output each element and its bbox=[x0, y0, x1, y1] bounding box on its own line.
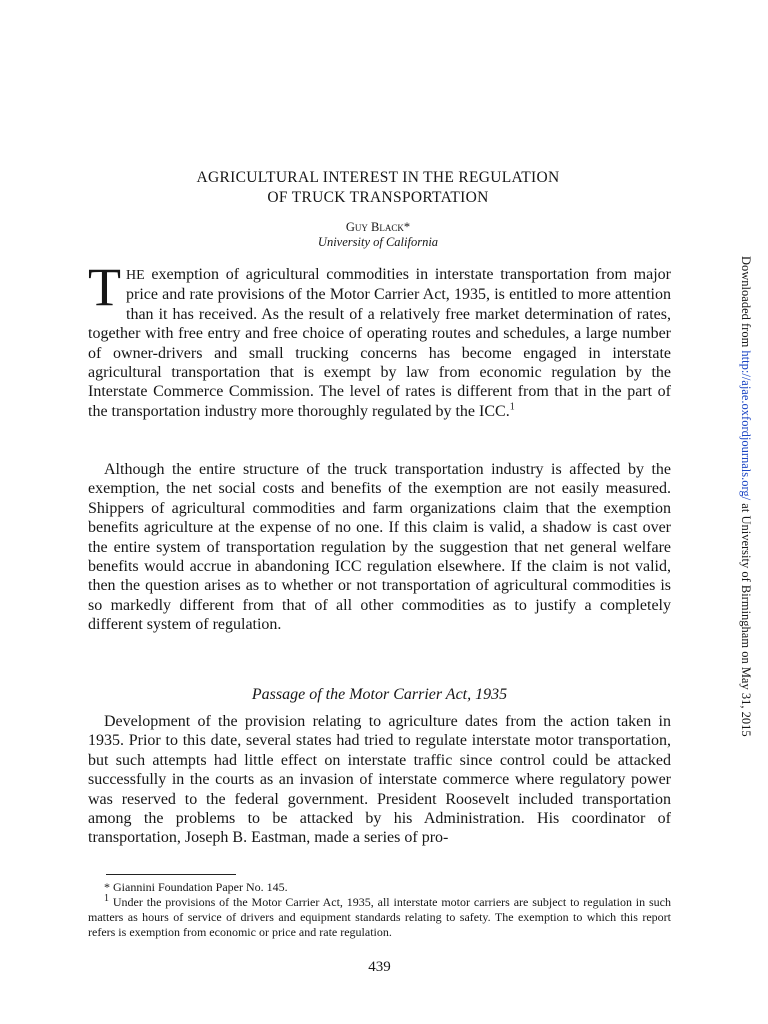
footnote-asterisk-text: * Giannini Foundation Paper No. 145. bbox=[104, 880, 288, 894]
paragraph-3 bbox=[88, 712, 671, 848]
journal-link[interactable]: http://ajae.oxfordjournals.org/ bbox=[739, 350, 753, 501]
footnote-1-text: Under the provisions of the Motor Carrier Act, 1935, all interstate motor carriers are subject to regulation in such matters as hours of service of drivers and equipment standards relating to safety. The exemption to which this report refers is exemption from economic or price and rate regulation. bbox=[88, 895, 672, 939]
download-watermark bbox=[736, 256, 756, 786]
section-heading: Passage of the Motor Carrier Act, 1935 bbox=[251, 686, 508, 703]
paragraph-1 bbox=[88, 257, 672, 421]
paragraph-3-text: Development of the provision relating to agriculture dates from the action taken in 1935. Prior to this date, several states had tried to regulate interstate motor transportation, but such attempts had little effect on interstate traffic since control could be attacked successfully in the courts as an invasion of interstate commerce where regulatory power was reserved to the federal government. President Roosevelt included transportation among the problems to be attacked by his Administration. His coordinator of transportation, Joseph B. Eastman, made a series of pro- bbox=[88, 713, 671, 847]
footnote-ref-1: 1 bbox=[509, 401, 515, 413]
download-watermark-text bbox=[736, 256, 756, 737]
footnote-1 bbox=[88, 895, 671, 940]
footnote-asterisk bbox=[88, 880, 671, 895]
author-affiliation: University of California bbox=[317, 235, 439, 249]
lead-in-text: HE bbox=[126, 268, 145, 283]
paragraph-2 bbox=[88, 460, 671, 635]
title-line-1: AGRICULTURAL INTEREST IN THE REGULATION bbox=[196, 169, 560, 186]
article-title bbox=[88, 168, 668, 208]
watermark-suffix: at University of Birmingham on May 31, 2015 bbox=[739, 500, 753, 737]
watermark-prefix: Downloaded from bbox=[739, 256, 753, 351]
footnote-1-mark: 1 bbox=[104, 893, 109, 904]
footnote-divider bbox=[106, 874, 236, 875]
author-name: Guy Black* bbox=[345, 220, 411, 234]
page-number: 439 bbox=[368, 959, 391, 975]
title-line-2: OF TRUCK TRANSPORTATION bbox=[267, 189, 489, 206]
paragraph-1-text: exemption of agricultural commodities in interstate transportation from major price and rate provisions of the Motor Carrier Act, 1935, is entitled to more attention than it has received. As the result of a relatively free market determination of rates, together with free entry and free choice of operating routes and schedules, a large number of owner-drivers and small trucking concerns has become engaged in interstate agricultural transportation that is exempt by law from economic regulation by the Interstate Commerce Commission. The level of rates is different from that in the part of the transportation industry more thoroughly regulated by the ICC. bbox=[88, 266, 672, 420]
drop-cap: T bbox=[88, 257, 121, 317]
paragraph-2-text: Although the entire structure of the truck transportation industry is affected by the exemption, the net social costs and benefits of the exemption are not easily measured. Shippers of agricultural commodities and farm organizations claim that the exemption benefits agriculture at the expense of no one. If this claim is valid, a shadow is cast over the entire system of transportation regulation by the suggestion that net general welfare benefits would accrue in abandoning ICC regulation elsewhere. If the claim is not valid, then the question arises as to whether or not transportation of agricultural commodities is so markedly different from that of all other commodities as to justify a completely different system of regulation. bbox=[88, 461, 671, 634]
